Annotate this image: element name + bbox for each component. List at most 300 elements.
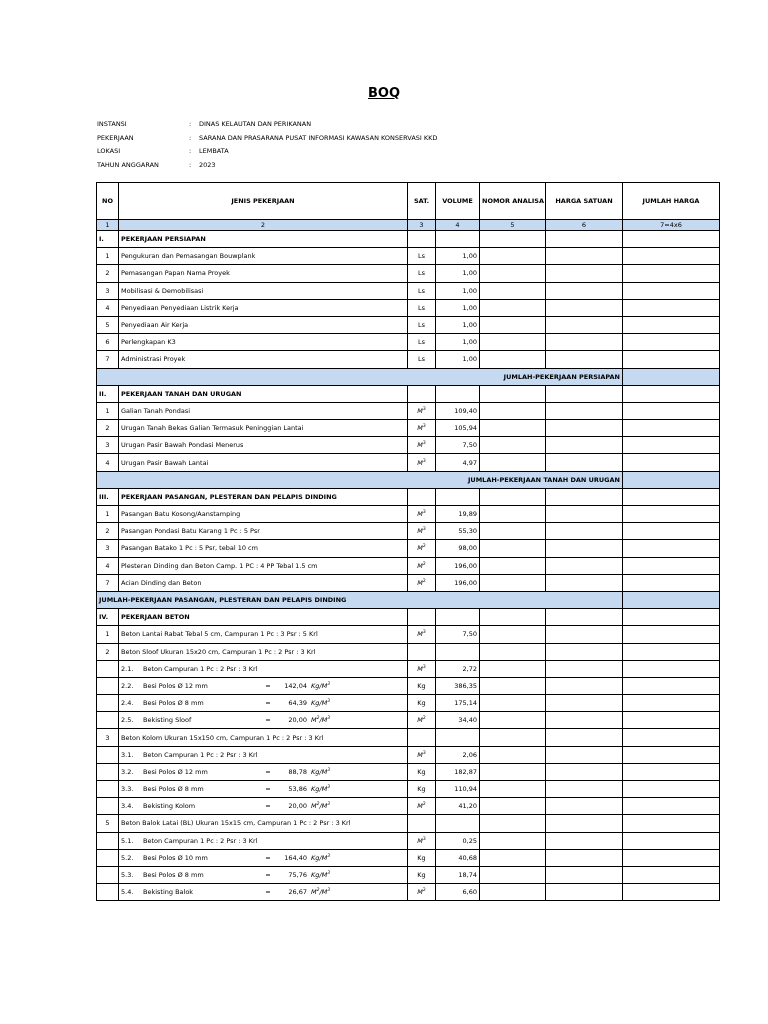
empty-cell bbox=[436, 815, 480, 832]
meta-key: LOKASI bbox=[97, 147, 121, 155]
sub-item-row bbox=[97, 866, 720, 883]
empty-cell bbox=[623, 437, 720, 454]
unit-exponent: 2 bbox=[422, 802, 426, 808]
empty-cell bbox=[623, 385, 720, 402]
unit-exponent: 3 bbox=[422, 630, 426, 636]
empty-cell bbox=[623, 471, 720, 488]
empty-cell bbox=[436, 231, 480, 248]
item-description bbox=[119, 763, 408, 780]
empty-cell bbox=[480, 454, 546, 471]
empty-cell bbox=[623, 798, 720, 815]
empty-cell bbox=[623, 763, 720, 780]
volume-cell: 2,72 bbox=[436, 660, 480, 677]
unit-cell bbox=[408, 884, 436, 901]
empty-cell bbox=[480, 334, 546, 351]
empty-cell bbox=[480, 231, 546, 248]
meta-key: PEKERJAAN bbox=[97, 133, 134, 142]
meta-sep: : bbox=[189, 147, 192, 155]
sub-item-index: 5.4. bbox=[121, 888, 134, 897]
item-description: Penyediaan Penyediaan Listrik Kerja bbox=[119, 299, 408, 316]
sub-item-index: 2.1. bbox=[121, 664, 134, 673]
empty-cell bbox=[436, 643, 480, 660]
empty-cell bbox=[480, 781, 546, 798]
sub-item-row bbox=[97, 781, 720, 798]
group-row bbox=[97, 729, 720, 746]
empty-cell bbox=[97, 695, 119, 712]
coefficient-unit bbox=[311, 716, 330, 724]
unit: Kg bbox=[417, 871, 426, 880]
empty-cell bbox=[480, 488, 546, 505]
coefficient-exponent: 3 bbox=[327, 699, 331, 704]
meta-key: INSTANSI bbox=[97, 120, 127, 128]
empty-cell bbox=[623, 815, 720, 832]
item-number: 7 bbox=[97, 351, 119, 368]
sub-item-index: 5.3. bbox=[121, 871, 134, 880]
item-description: Urugan Pasir Bawah Lantai bbox=[119, 454, 408, 471]
empty-cell bbox=[623, 557, 720, 574]
empty-cell bbox=[546, 540, 623, 557]
coefficient: 53,86 bbox=[288, 785, 307, 794]
empty-cell bbox=[480, 849, 546, 866]
empty-cell bbox=[623, 282, 720, 299]
sub-item-row bbox=[97, 849, 720, 866]
empty-cell bbox=[546, 437, 623, 454]
empty-cell bbox=[97, 746, 119, 763]
unit: M bbox=[417, 406, 423, 415]
volume-cell: 7,50 bbox=[436, 437, 480, 454]
item-number: 7 bbox=[97, 574, 119, 591]
sub-item-name: Besi Polos Ø 12 mm bbox=[143, 681, 208, 690]
empty-cell bbox=[480, 712, 546, 729]
header-harga-satuan: HARGA SATUAN bbox=[546, 183, 623, 220]
item-number: 5 bbox=[97, 815, 119, 832]
sub-item-name: Bekisting Kolom bbox=[143, 802, 196, 811]
section-row bbox=[97, 385, 720, 402]
sub-item-row bbox=[97, 695, 720, 712]
empty-cell bbox=[546, 402, 623, 419]
item-number: 2 bbox=[97, 523, 119, 540]
unit: Ls bbox=[417, 321, 425, 330]
item-number: 2 bbox=[97, 420, 119, 437]
empty-cell bbox=[97, 660, 119, 677]
header-no: NO bbox=[97, 183, 119, 220]
section-number: III. bbox=[97, 488, 119, 505]
empty-cell bbox=[97, 798, 119, 815]
unit-exponent: 2 bbox=[422, 561, 426, 567]
item-description bbox=[119, 866, 408, 883]
empty-cell bbox=[623, 488, 720, 505]
unit-cell bbox=[408, 248, 436, 265]
empty-cell bbox=[546, 781, 623, 798]
unit-exponent: 3 bbox=[422, 664, 426, 670]
coefficient-unit bbox=[311, 871, 330, 879]
volume-cell: 109,40 bbox=[436, 402, 480, 419]
section-row bbox=[97, 231, 720, 248]
subtotal-label: JUMLAH-PEKERJAAN PASANGAN, PLESTERAN DAN PELAPIS DINDING bbox=[97, 591, 623, 608]
coefficient-exponent: 3 bbox=[327, 853, 331, 859]
item-number: 6 bbox=[97, 334, 119, 351]
item-description bbox=[119, 781, 408, 798]
unit: Ls bbox=[417, 286, 425, 295]
unit: M bbox=[417, 561, 423, 570]
volume-cell: 2,06 bbox=[436, 746, 480, 763]
sub-item-row bbox=[97, 763, 720, 780]
empty-cell bbox=[97, 832, 119, 849]
equals-sign: = bbox=[265, 716, 271, 725]
unit-cell bbox=[408, 282, 436, 299]
coefficient-exponent: 3 bbox=[327, 870, 331, 876]
empty-cell bbox=[480, 420, 546, 437]
coefficient: 20,00 bbox=[288, 802, 307, 811]
empty-cell bbox=[480, 248, 546, 265]
item-description bbox=[119, 677, 408, 694]
sub-item-index: 5.2. bbox=[121, 853, 134, 862]
document-meta bbox=[97, 118, 437, 172]
unit-cell bbox=[408, 849, 436, 866]
item-description bbox=[119, 849, 408, 866]
item-description: Galian Tanah Pondasi bbox=[119, 402, 408, 419]
coefficient-unit bbox=[311, 768, 330, 776]
empty-cell bbox=[97, 712, 119, 729]
equals-sign: = bbox=[265, 871, 271, 880]
unit-cell bbox=[408, 265, 436, 282]
empty-cell bbox=[480, 884, 546, 901]
item-description bbox=[119, 798, 408, 815]
unit: M bbox=[417, 527, 423, 536]
table-row bbox=[97, 351, 720, 368]
empty-cell bbox=[408, 231, 436, 248]
empty-cell bbox=[97, 781, 119, 798]
unit: M bbox=[417, 424, 423, 433]
coefficient-exponent: 2 bbox=[316, 888, 320, 894]
empty-cell bbox=[623, 420, 720, 437]
volume-cell: 34,40 bbox=[436, 712, 480, 729]
unit-exponent: 3 bbox=[422, 836, 426, 842]
empty-cell bbox=[436, 609, 480, 626]
table-row bbox=[97, 540, 720, 557]
empty-cell bbox=[480, 798, 546, 815]
volume-cell: 386,35 bbox=[436, 677, 480, 694]
unit-exponent: 2 bbox=[422, 888, 426, 894]
empty-cell bbox=[623, 368, 720, 385]
empty-cell bbox=[480, 832, 546, 849]
column-number-row bbox=[97, 220, 720, 231]
item-number: 1 bbox=[97, 506, 119, 523]
item-description: Plesteran Dinding dan Beton Camp. 1 PC : 4 PP Tebal 1.5 cm bbox=[119, 557, 408, 574]
item-description: Mobilisasi & Demobilisasi bbox=[119, 282, 408, 299]
item-description: Beton Sloof Ukuran 15x20 cm, Campuran 1 Pc : 2 Psr : 3 Krl bbox=[119, 643, 408, 660]
empty-cell bbox=[97, 849, 119, 866]
empty-cell bbox=[546, 866, 623, 883]
colnum: 1 bbox=[97, 220, 119, 231]
coefficient-exponent: 3 bbox=[327, 802, 331, 808]
item-number: 4 bbox=[97, 299, 119, 316]
empty-cell bbox=[623, 316, 720, 333]
sub-item-name: Bekisting Balok bbox=[143, 888, 194, 897]
unit: Ls bbox=[417, 303, 425, 312]
sub-item-index: 3.4. bbox=[121, 802, 134, 811]
coefficient-exponent: 3 bbox=[327, 767, 331, 773]
table-row bbox=[97, 299, 720, 316]
meta-value: 2023 bbox=[199, 160, 216, 169]
unit-cell bbox=[408, 402, 436, 419]
empty-cell bbox=[546, 574, 623, 591]
unit: M bbox=[417, 458, 423, 467]
empty-cell bbox=[623, 849, 720, 866]
unit-cell bbox=[408, 866, 436, 883]
item-number: 4 bbox=[97, 454, 119, 471]
sub-item-index: 3.1. bbox=[121, 750, 134, 759]
empty-cell bbox=[480, 729, 546, 746]
item-description: Pengukuran dan Pemasangan Bouwplank bbox=[119, 248, 408, 265]
coefficient-unit-text: /M bbox=[319, 716, 328, 725]
sub-item-index: 3.3. bbox=[121, 785, 134, 794]
sub-item-row bbox=[97, 677, 720, 694]
empty-cell bbox=[623, 402, 720, 419]
empty-cell bbox=[480, 763, 546, 780]
empty-cell bbox=[97, 763, 119, 780]
empty-cell bbox=[546, 626, 623, 643]
sub-item-index: 3.2. bbox=[121, 767, 134, 776]
unit: Ls bbox=[417, 338, 425, 347]
coefficient-unit-text: Kg/M bbox=[311, 767, 328, 776]
coefficient: 26,67 bbox=[288, 888, 307, 897]
unit-cell bbox=[408, 420, 436, 437]
volume-cell: 1,00 bbox=[436, 248, 480, 265]
unit: M bbox=[417, 716, 423, 725]
empty-cell bbox=[623, 609, 720, 626]
empty-cell bbox=[623, 884, 720, 901]
empty-cell bbox=[408, 385, 436, 402]
empty-cell bbox=[546, 746, 623, 763]
unit-exponent: 3 bbox=[422, 750, 426, 756]
meta-row bbox=[97, 132, 437, 146]
unit-exponent: 2 bbox=[422, 578, 426, 584]
table-row bbox=[97, 454, 720, 471]
meta-key: TAHUN ANGGARAN bbox=[97, 160, 159, 169]
item-number: 5 bbox=[97, 316, 119, 333]
empty-cell bbox=[546, 798, 623, 815]
sub-item-index: 2.5. bbox=[121, 716, 134, 725]
table-row bbox=[97, 248, 720, 265]
empty-cell bbox=[546, 677, 623, 694]
item-description: Pemasangan Papan Nama Proyek bbox=[119, 265, 408, 282]
empty-cell bbox=[480, 626, 546, 643]
empty-cell bbox=[436, 488, 480, 505]
empty-cell bbox=[408, 643, 436, 660]
unit: M bbox=[417, 578, 423, 587]
unit: M bbox=[417, 510, 423, 519]
unit-exponent: 3 bbox=[422, 458, 426, 464]
empty-cell bbox=[623, 746, 720, 763]
equals-sign: = bbox=[265, 681, 271, 690]
coefficient-unit bbox=[311, 699, 330, 707]
coefficient: 164,40 bbox=[284, 853, 307, 862]
coefficient-exponent: 2 bbox=[316, 802, 320, 808]
section-title: PEKERJAAN PERSIAPAN bbox=[119, 231, 408, 248]
empty-cell bbox=[623, 231, 720, 248]
colnum: 6 bbox=[546, 220, 623, 231]
section-title: PEKERJAAN BETON bbox=[119, 609, 408, 626]
empty-cell bbox=[480, 540, 546, 557]
sub-item-row bbox=[97, 746, 720, 763]
empty-cell bbox=[623, 866, 720, 883]
subtotal-row bbox=[97, 471, 720, 488]
unit-exponent: 3 bbox=[422, 509, 426, 515]
coefficient-exponent: 3 bbox=[327, 784, 331, 790]
coefficient-unit bbox=[311, 802, 330, 810]
unit-exponent: 3 bbox=[422, 441, 426, 447]
equals-sign: = bbox=[265, 888, 271, 897]
empty-cell bbox=[546, 420, 623, 437]
empty-cell bbox=[436, 729, 480, 746]
unit: M bbox=[417, 836, 423, 845]
colnum: 2 bbox=[119, 220, 408, 231]
empty-cell bbox=[480, 677, 546, 694]
sub-item-index: 2.2. bbox=[121, 681, 134, 690]
item-number: 2 bbox=[97, 643, 119, 660]
coefficient-unit-text: M bbox=[311, 716, 317, 725]
unit-exponent: 3 bbox=[422, 424, 426, 429]
empty-cell bbox=[623, 729, 720, 746]
unit-cell bbox=[408, 798, 436, 815]
sub-item-row bbox=[97, 884, 720, 901]
header-volume: VOLUME bbox=[436, 183, 480, 220]
empty-cell bbox=[623, 248, 720, 265]
volume-cell: 1,00 bbox=[436, 351, 480, 368]
equals-sign: = bbox=[265, 785, 271, 794]
volume-cell: 105,94 bbox=[436, 420, 480, 437]
coefficient-unit-text: /M bbox=[319, 802, 328, 811]
volume-cell: 7,50 bbox=[436, 626, 480, 643]
unit-cell bbox=[408, 299, 436, 316]
empty-cell bbox=[623, 351, 720, 368]
empty-cell bbox=[480, 265, 546, 282]
volume-cell: 55,30 bbox=[436, 523, 480, 540]
sub-item-name: Besi Polos Ø 8 mm bbox=[143, 699, 204, 708]
sub-item-row bbox=[97, 798, 720, 815]
empty-cell bbox=[480, 660, 546, 677]
coefficient-unit bbox=[311, 682, 330, 690]
item-number: 3 bbox=[97, 729, 119, 746]
colnum: 3 bbox=[408, 220, 436, 231]
meta-row bbox=[97, 118, 437, 132]
header-jenis-pekerjaan: JENIS PEKERJAAN bbox=[119, 183, 408, 220]
coefficient-unit bbox=[311, 854, 330, 862]
sub-item-name: Beton Campuran 1 Pc : 2 Psr : 3 Krl bbox=[143, 750, 258, 759]
unit-cell bbox=[408, 540, 436, 557]
colnum: 4 bbox=[436, 220, 480, 231]
coefficient-exponent: 2 bbox=[316, 716, 320, 722]
volume-cell: 182,87 bbox=[436, 763, 480, 780]
unit-cell bbox=[408, 677, 436, 694]
item-number: 3 bbox=[97, 540, 119, 557]
unit: M bbox=[417, 802, 423, 811]
table-row bbox=[97, 506, 720, 523]
coefficient: 64,39 bbox=[288, 699, 307, 708]
empty-cell bbox=[546, 763, 623, 780]
table-row bbox=[97, 437, 720, 454]
empty-cell bbox=[97, 677, 119, 694]
empty-cell bbox=[546, 299, 623, 316]
unit-cell bbox=[408, 695, 436, 712]
coefficient-unit bbox=[311, 888, 330, 896]
coefficient-unit-text: Kg/M bbox=[311, 853, 328, 862]
volume-cell: 41,20 bbox=[436, 798, 480, 815]
section-row bbox=[97, 488, 720, 505]
table-row bbox=[97, 282, 720, 299]
empty-cell bbox=[480, 402, 546, 419]
meta-row bbox=[97, 145, 437, 159]
empty-cell bbox=[480, 643, 546, 660]
empty-cell bbox=[408, 609, 436, 626]
empty-cell bbox=[546, 815, 623, 832]
empty-cell bbox=[480, 557, 546, 574]
volume-cell: 40,68 bbox=[436, 849, 480, 866]
coefficient-exponent: 3 bbox=[327, 716, 331, 722]
group-row bbox=[97, 643, 720, 660]
empty-cell bbox=[480, 385, 546, 402]
sub-item-row bbox=[97, 712, 720, 729]
meta-sep: : bbox=[189, 160, 192, 169]
empty-cell bbox=[546, 849, 623, 866]
table-header-row bbox=[97, 183, 720, 220]
boq-table bbox=[96, 182, 720, 901]
empty-cell bbox=[623, 591, 720, 608]
empty-cell bbox=[623, 334, 720, 351]
sub-item-name: Besi Polos Ø 8 mm bbox=[143, 871, 204, 880]
unit-cell bbox=[408, 316, 436, 333]
empty-cell bbox=[480, 609, 546, 626]
volume-cell: 6,60 bbox=[436, 884, 480, 901]
empty-cell bbox=[408, 729, 436, 746]
empty-cell bbox=[480, 866, 546, 883]
unit: M bbox=[417, 750, 423, 759]
section-row bbox=[97, 609, 720, 626]
volume-cell: 1,00 bbox=[436, 282, 480, 299]
empty-cell bbox=[546, 385, 623, 402]
section-number: I. bbox=[97, 231, 119, 248]
item-number: 2 bbox=[97, 265, 119, 282]
coefficient: 88,78 bbox=[288, 767, 307, 776]
item-description: Beton Lantai Rabat Tebal 5 cm, Campuran 1 Pc : 3 Psr : 5 Krl bbox=[119, 626, 408, 643]
sub-item-name: Beton Campuran 1 Pc : 2 Psr : 3 Krl bbox=[143, 836, 258, 845]
group-row bbox=[97, 815, 720, 832]
coefficient-unit-text: /M bbox=[319, 888, 328, 897]
empty-cell bbox=[546, 712, 623, 729]
unit: Ls bbox=[417, 252, 425, 261]
empty-cell bbox=[546, 265, 623, 282]
unit: M bbox=[417, 441, 423, 450]
header-jumlah-harga: JUMLAH HARGA bbox=[623, 183, 720, 220]
unit: Kg bbox=[417, 699, 426, 708]
item-description bbox=[119, 746, 408, 763]
unit: Kg bbox=[417, 853, 426, 862]
item-number: 3 bbox=[97, 437, 119, 454]
coefficient-unit-text: M bbox=[311, 888, 317, 897]
unit-exponent: 2 bbox=[422, 544, 426, 550]
item-description: Penyediaan Air Kerja bbox=[119, 316, 408, 333]
item-description: Administrasi Proyek bbox=[119, 351, 408, 368]
item-number: 3 bbox=[97, 282, 119, 299]
item-description: Urugan Pasir Bawah Pondasi Menerus bbox=[119, 437, 408, 454]
sub-item-index: 2.4. bbox=[121, 699, 134, 708]
section-title: PEKERJAAN PASANGAN, PLESTERAN DAN PELAPIS DINDING bbox=[119, 488, 408, 505]
empty-cell bbox=[546, 523, 623, 540]
item-number: 4 bbox=[97, 557, 119, 574]
empty-cell bbox=[623, 574, 720, 591]
unit: Kg bbox=[417, 681, 426, 690]
